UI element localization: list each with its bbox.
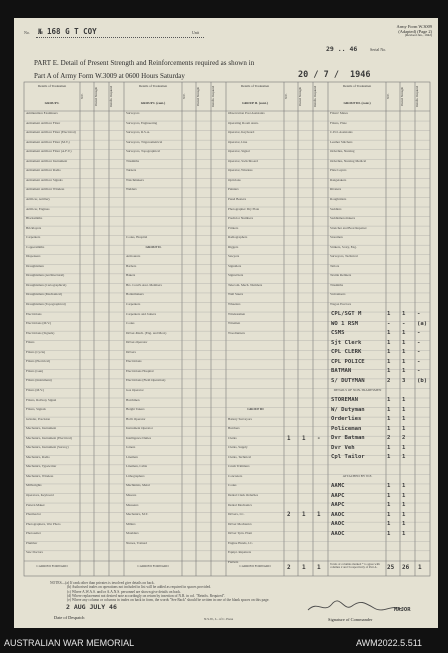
nontradesman-value: 1	[387, 397, 391, 403]
attached-unit-label: AAPC	[331, 502, 345, 509]
subheader-4-3: Reinfts. Required	[415, 85, 419, 108]
trade-row: Wheelers	[228, 303, 241, 306]
trade-row: Drivers, I.C.	[228, 513, 245, 517]
trade-row: Machinists, Metal	[126, 484, 150, 488]
trade-row: Millers	[126, 522, 136, 526]
trade-row: Photographer Dry Plate	[228, 207, 260, 211]
trade-row: Fitters, Signals	[26, 408, 46, 412]
trade-row: Armourers	[126, 255, 141, 259]
trade-row	[126, 227, 181, 236]
note-d: (d) Where replacement not desired note accordingly on return by insertion of N.R. in col. "Reinfts. Required".	[67, 593, 226, 598]
cf4-posted: 26	[402, 564, 410, 571]
handwritten-value: -	[417, 339, 421, 346]
trade-row: Photographers, War Photo	[26, 522, 61, 526]
trade-row: Operator, Line	[228, 140, 248, 144]
trade-row: Wirelessmen	[228, 312, 246, 316]
header-group-3: GROUP II. (cont.)	[242, 101, 268, 105]
handwritten-trade-label: CPL CLERK	[331, 349, 362, 356]
trade-row	[126, 208, 181, 217]
trade-row: Fitters (M.V.)	[26, 388, 44, 392]
trade-row: Painters	[228, 188, 239, 192]
trade-row: Dental Clerk Orderlies	[228, 494, 259, 497]
subheader-1-1: W.E.	[80, 93, 84, 100]
attached-unit-label: AAOC	[331, 530, 345, 537]
trade-row: Armament Artificer Fitter	[26, 121, 61, 125]
trade-row: Artificer, Artillery	[26, 197, 51, 201]
trade-row: Armament Artificer Fitter (Electrical)	[26, 131, 76, 135]
trade-row: GROUP III	[247, 408, 264, 412]
date-of-despatch-label: Date of Despatch	[54, 615, 85, 620]
printer-note: N.S.W., L. of C. Press	[204, 617, 234, 621]
trade-row: Observation Post Assistants	[228, 112, 265, 115]
trade-row: Electricians (Signals)	[26, 331, 55, 335]
trade-row: Riveters	[330, 188, 341, 192]
trade-row: Sawyers	[228, 255, 240, 259]
year-handwritten: 1946	[350, 70, 371, 80]
trade-row: Panel Beaters	[228, 197, 247, 201]
trade-row: Wall Steers	[228, 293, 244, 297]
carried-forward-2: CARRIED FORWARD	[137, 565, 169, 568]
details-nontradesmen-label: DETAILS OF NON-TRADESMEN	[333, 388, 382, 392]
trade-row: Dental Mechanics	[228, 503, 252, 507]
trade-row	[228, 389, 283, 398]
trade-row: Lithographers	[126, 474, 145, 478]
subheader-3-1: W.E.	[284, 93, 288, 100]
trade-row: Driver-Operator	[126, 341, 148, 345]
col3-value: 1	[317, 512, 321, 519]
trade-row	[228, 399, 283, 408]
trade-row	[126, 198, 181, 207]
trade-row: Saw Doctors	[26, 551, 43, 555]
footer-accession: AWM2022.5.511	[356, 638, 423, 648]
trade-row: Textile Refiners	[330, 274, 352, 278]
handwritten-value: 3	[402, 377, 406, 384]
trade-row: Draughtsmen (Architectural)	[26, 274, 65, 278]
trade-row: Grinder, Precision	[26, 417, 51, 421]
trade-row: Clerks	[228, 436, 237, 440]
serial-handwritten: 29 .. 46	[326, 45, 358, 53]
trade-row: GROUP II.	[145, 245, 162, 249]
trade-row: Surveyors, R.S.A.	[126, 131, 150, 135]
handwritten-value: 1	[402, 311, 406, 318]
trade-row: Operator, Switchboard	[228, 159, 258, 163]
trade-row: Mechanics, Wireless	[26, 474, 54, 478]
trade-row: C.P.O. Assistants	[330, 131, 353, 135]
cf3-we: 2	[287, 564, 291, 571]
trade-row	[126, 217, 181, 226]
note-a: NOTES—(a) If rank other than privates is involved give details on back.	[50, 581, 155, 585]
handwritten-value: 1	[402, 349, 406, 356]
form-line-1: Army Form W.3009	[396, 24, 432, 29]
trade-row: Turners	[126, 169, 137, 173]
handwritten-value: 2	[387, 377, 391, 384]
handwritten-value: 1	[402, 339, 406, 346]
nontradesman-value: 1	[402, 416, 406, 423]
nontradesman-value: 1	[387, 425, 391, 432]
trade-row: Carpenters	[126, 303, 141, 306]
col3-value: 1	[302, 435, 306, 442]
attached-value: 1	[402, 530, 406, 537]
attached-value: 1	[402, 502, 406, 509]
trade-row: Gas Operator	[126, 388, 144, 392]
trade-row: Fitters, Railway Signal	[26, 398, 57, 402]
nontradesman-label: Dvr Veh	[331, 444, 355, 451]
trade-row: Driver-Mech. (Eng. and Med.)	[126, 331, 167, 335]
trade-row: Battery Surveyors	[228, 417, 252, 421]
handwritten-trade-label: CSMS	[331, 330, 345, 337]
trade-row: Electricians Hospital	[126, 369, 154, 373]
trade-row: Bricklayers	[26, 226, 42, 230]
form-page	[14, 18, 438, 628]
handwritten-value: -	[387, 320, 391, 327]
trade-row: Opticians	[228, 178, 241, 182]
trade-row: Concreters	[228, 474, 243, 478]
trade-row: Armament Artificer Fitter (A.F.V.)	[26, 150, 72, 154]
trade-row: Armament Artificer Instrument	[26, 159, 68, 163]
trade-row: Engine Hands, I.C.	[228, 541, 254, 545]
attached-value: 1	[387, 482, 391, 489]
trade-row	[228, 351, 283, 360]
handwritten-value: 1	[402, 358, 406, 365]
trade-row: Welders	[126, 188, 137, 192]
nontradesman-value: 1	[402, 454, 406, 461]
trade-row: Plate Layers	[330, 169, 347, 173]
trade-row: Draughtsmen (Mechanical)	[26, 293, 63, 297]
trade-row: Hollr Operator	[126, 417, 146, 421]
trade-row: Saddlers	[330, 207, 342, 211]
subheader-3-3: Reinfts. Required	[313, 85, 317, 108]
nontradesman-value: 1	[387, 416, 391, 423]
trade-row: Orderlies, Nursing Medical	[330, 159, 367, 163]
subheader-4-2: Posted Strength	[400, 87, 404, 106]
trade-row: Operator, Keyboard	[228, 131, 255, 135]
trade-row: Watchmakers	[126, 178, 144, 182]
handwritten-value: 1	[402, 330, 406, 337]
trade-row: Armament Artificer Signals	[26, 178, 63, 182]
trade-row: Mechanics, Instrument	[26, 427, 57, 431]
handwritten-trade-label: CPL/SGT M	[331, 311, 362, 318]
trade-row: Artificer, Engines	[26, 207, 50, 211]
signature-label: Signature of Commander	[328, 617, 373, 622]
trade-row: Printers	[228, 226, 239, 230]
trade-row: Fitters (Electrical)	[26, 360, 51, 364]
trade-row: Pattern Maker	[26, 503, 45, 507]
unit-prefix: No.	[24, 30, 30, 35]
trade-row	[228, 341, 283, 350]
trade-row: Millwrights	[26, 484, 42, 488]
trade-row: Rangetakers	[330, 178, 347, 182]
subheader-1-2: Posted Strength	[94, 87, 98, 106]
trade-row: Mechanics, Typewriter	[26, 465, 57, 469]
attached-unit-label: AAOC	[331, 521, 345, 528]
subheader-2-1: W.E.	[182, 93, 186, 100]
handwritten-value: 1	[387, 349, 391, 356]
trade-row: Surveyors, Engineering	[126, 121, 158, 125]
trade-row: Instrument Operator	[126, 427, 153, 431]
nontradesman-label: Policeman	[331, 425, 362, 432]
trade-row: Carpenters and Joiners	[126, 312, 157, 316]
nontradesman-label: STOREMAN	[331, 397, 358, 403]
trade-row: Height Takers	[126, 408, 145, 412]
cf3-posted: 1	[302, 564, 306, 571]
trade-row: Surveyors, Technical	[330, 255, 358, 259]
header-group-4: GROUP III. (cont.)	[343, 101, 371, 105]
header-group-1: GROUP I.	[44, 101, 60, 105]
note-c: (c) Where A.W.A.S. and/or A.A.N.S. personnel are shown give details on back.	[67, 589, 181, 594]
trade-row: Mechanics, M.T.	[126, 513, 149, 517]
handwritten-value: 1	[387, 368, 391, 375]
trade-row: Cooks	[228, 484, 237, 488]
trade-row: Cooks, Hospital	[126, 236, 148, 240]
handwritten-trade-label: Sjt Clerk	[331, 339, 362, 346]
cf4-we: 25	[387, 564, 395, 571]
attached-value: 1	[402, 521, 406, 528]
trade-row: Farriers	[228, 560, 239, 564]
carried-forward-3: CARRIED FORWARD	[239, 565, 271, 568]
signature-rank: MAJOR	[394, 607, 411, 613]
nontradesman-value: 1	[402, 406, 406, 413]
trade-row: Equipt. Repairers	[228, 551, 252, 555]
trade-row: Radiographers	[228, 236, 248, 240]
attached-value: 1	[402, 492, 406, 499]
handwritten-value: 1	[387, 358, 391, 365]
subheader-2-3: Reinfts. Required	[211, 85, 215, 108]
trade-row: Strikers, Scaty, Eng.	[330, 245, 357, 249]
trade-row: Carpenters	[26, 236, 41, 240]
header-details-1: Details of Tradesmen	[37, 84, 67, 88]
totals-note: Totals of columns marked * to agree with columns 2 and 3 respectively of Part A.	[330, 563, 380, 570]
trade-row: Masseurs	[126, 503, 139, 507]
attached-label: ATTACHED BY W.E.	[342, 474, 373, 478]
trade-row: Butchers	[228, 427, 240, 431]
despatch-date-handwritten: 2 AUG JULY 46	[66, 603, 117, 611]
trade-row: Drivers	[126, 350, 136, 354]
attached-value: 1	[402, 511, 406, 518]
trade-row: Stretcher and Boat Repairer	[330, 226, 367, 230]
trade-row: Surveyors, Topographical	[126, 150, 160, 154]
trade-row: Operators, Keyboard	[26, 494, 54, 497]
trade-row: Roughriders	[330, 197, 347, 201]
nontradesman-value: 2	[402, 435, 406, 442]
trade-row: Moulders	[126, 532, 139, 536]
handwritten-value: -	[417, 349, 421, 356]
trade-row: Operating Room Assts.	[228, 121, 259, 125]
trade-row: Storemen	[330, 236, 343, 240]
trade-row: Crush Trimmers	[228, 465, 250, 469]
trade-row: Armament Artificer Wireless	[26, 188, 65, 192]
title-line-2: Part A of Army Form W.3009 at 0600 Hours Saturday	[34, 72, 185, 80]
attached-unit-label: AAPC	[331, 492, 345, 499]
trade-row: Driver Mechanics	[228, 522, 252, 526]
trade-row: Draughtsmen (Topographical)	[26, 303, 66, 306]
trade-row: Photosetter	[26, 532, 41, 536]
date-handwritten: 20 / 7 /	[298, 70, 339, 80]
form-line-3: (Revised Jan., 1942)	[404, 33, 432, 38]
trade-row: Fitters' Mates	[330, 112, 348, 115]
trade-row: Tinsmiths	[330, 283, 344, 287]
attached-value: 1	[387, 492, 391, 499]
trade-row: Operator, Wireless	[228, 169, 253, 173]
unit-handwritten: № 168 G T COY	[38, 27, 97, 36]
handwritten-trade-label: BATMAN	[331, 368, 352, 375]
museum-footer	[0, 636, 448, 653]
trade-row: Telecom. Mech. Numbers	[228, 283, 263, 287]
nontradesman-label: W/ Dutyman	[331, 406, 365, 413]
attached-value: 1	[387, 502, 391, 509]
nontradesman-value: 1	[387, 406, 391, 413]
footer-institution: AUSTRALIAN WAR MEMORIAL	[4, 638, 135, 648]
trade-row: Cooks	[126, 322, 135, 326]
trade-row: Masons	[126, 494, 137, 497]
attached-value: 1	[387, 511, 391, 518]
trade-row: Driver Tptn. Plant	[228, 532, 253, 536]
nontradesman-value: 1	[402, 397, 406, 403]
nontradesman-value: 1	[387, 444, 391, 451]
trade-row: Nurses, Trained	[126, 541, 147, 545]
trade-row: Fitters	[26, 341, 35, 345]
subheader-2-2: Posted Strength	[196, 87, 200, 106]
attached-value: 1	[387, 530, 391, 537]
trade-row: Fitters, Plate	[330, 121, 347, 125]
title-line-1: PART E. Detail of Present Strength and Reinforcements required as shown in	[34, 59, 255, 67]
nontradesman-label: Cpl Tailor	[331, 454, 365, 461]
trade-row	[228, 370, 283, 379]
trade-row: Blacksmiths	[26, 217, 43, 221]
trade-row: Surveyors	[126, 112, 140, 115]
attached-value: 1	[402, 482, 406, 489]
trade-row: Surveyors, Trigonometrical	[126, 140, 163, 144]
trade-row: Plumber	[26, 541, 38, 545]
trade-row: Electricians (Field Operation)	[126, 379, 166, 383]
trade-row: Electricians	[126, 360, 142, 364]
nontradesman-label: Dvr Batman	[331, 435, 365, 442]
attached-unit-label: AAOC	[331, 511, 345, 518]
handwritten-value: -	[417, 358, 421, 365]
trade-row	[228, 360, 283, 369]
trade-row: Bakers	[126, 274, 136, 278]
trade-row: Signallers	[228, 264, 242, 268]
handwritten-value: 1	[387, 311, 391, 318]
trade-row: Armament Artificer Radio	[26, 169, 61, 173]
trade-row	[228, 379, 283, 388]
handwritten-value: 1	[387, 330, 391, 337]
handwritten-value: 1	[402, 368, 406, 375]
cf4-reinf: 1	[418, 564, 422, 571]
trade-row: Mechanics, Instrument (Electrical)	[26, 436, 72, 440]
subheader-4-1: W.E.	[386, 93, 390, 100]
carried-forward-1: CARRIED FORWARD	[36, 565, 68, 568]
trade-row: Orderlies, Nursing	[330, 150, 355, 154]
note-b: (b) Authorised trades on operations not included in list will be added as required in spaces provided.	[67, 585, 212, 590]
nontradesman-value: 1	[402, 444, 406, 451]
trade-row: Draughtsmen (Cartographical)	[26, 283, 67, 287]
col3-value: 1	[287, 435, 291, 442]
trade-row: Linemen, Cable	[126, 465, 148, 469]
col3-value: 1	[302, 512, 306, 519]
trade-row: Ammunition Examiners	[26, 112, 58, 115]
trade-row: Woodturners	[228, 331, 245, 335]
trade-row: Armament Artificer Fitter (M.V.)	[26, 140, 70, 144]
handwritten-trade-label: S/ DUTYMAN	[331, 377, 365, 384]
trade-row: Pharmacist	[26, 513, 41, 517]
unit-label: Unit	[192, 30, 200, 35]
trade-row: Vulcanisers	[330, 293, 346, 297]
attached-unit-label: AAMC	[331, 482, 345, 489]
trade-row: Intelligence Duties	[126, 436, 151, 440]
trade-row: Linemen	[126, 455, 138, 459]
trade-row: Mechanics, Instrument (Survey)	[26, 446, 69, 450]
trade-row: Clerks, Supply	[228, 446, 248, 450]
handwritten-value: -	[417, 368, 421, 375]
col3-value: -	[317, 435, 321, 442]
trade-row: Operator, Signal	[228, 150, 250, 154]
handwritten-value: (b)	[417, 377, 428, 384]
trade-row: Fitters (Cycle)	[26, 350, 46, 354]
trade-row: Boilermakers	[126, 293, 144, 297]
handwritten-value: 1	[387, 339, 391, 346]
handwritten-value: -	[417, 311, 421, 318]
trade-row: Riggers	[228, 245, 239, 249]
serial-label: Serial No.	[370, 47, 387, 52]
header-group-2: GROUP I. (cont.)	[140, 101, 166, 105]
trade-row: Clerks, Technical	[228, 455, 251, 459]
nontradesman-value: 2	[387, 435, 391, 442]
trade-row: Coppersmiths	[26, 245, 45, 249]
subheader-1-3: Reinfts. Required	[109, 85, 113, 108]
handwritten-value: -	[417, 330, 421, 337]
col3-value: 2	[287, 512, 291, 519]
header-details-3: Details of Tradesmen	[240, 84, 270, 88]
trade-row: Predictor Numbers	[228, 217, 253, 221]
form-line-2: (Adapted) (Page 2)	[398, 29, 432, 35]
trade-row: Dispensers	[26, 255, 41, 259]
trade-row: Electricians (M.V.)	[26, 322, 52, 326]
trade-row: Electricians	[26, 312, 42, 316]
trade-row: Hatchmen	[126, 398, 140, 402]
trade-row: Signwriters	[228, 274, 244, 278]
note-e: (e) Where any column or columns in trades on back in form, the words "See Back" should be written in one of the blank spaces on this page.	[67, 598, 270, 603]
trade-row: Mechanics, Radio	[26, 455, 50, 459]
handwritten-trade-label: CPL POLICE	[331, 358, 365, 365]
subheader-3-2: Posted Strength	[298, 87, 302, 106]
trade-row: Fitters (Gun)	[26, 369, 44, 373]
trade-row: Draughtsmen	[26, 264, 44, 268]
trade-row: Wiremen	[228, 322, 241, 326]
attached-value: 1	[387, 521, 391, 528]
cf3-reinf: 1	[317, 564, 321, 571]
trade-row: Leather Stitchers	[330, 140, 353, 144]
trade-row: Wagon Erectors	[330, 303, 352, 306]
trade-row: Saddlemen makers	[330, 217, 355, 221]
trade-row: Tailors	[330, 264, 340, 268]
trade-row: Joiners	[126, 446, 136, 450]
nontradesman-value: 1	[402, 425, 406, 432]
handwritten-value: -	[402, 320, 406, 327]
trade-row: Barbers	[126, 264, 137, 268]
trade-row: Fitters (Instrument)	[26, 379, 52, 383]
handwritten-value: (a)	[417, 320, 428, 327]
nontradesman-label: Orderlies	[331, 416, 362, 423]
handwritten-trade-label: WO 1 RSM	[331, 320, 358, 327]
header-details-2: Details of Tradesmen	[138, 84, 168, 88]
header-details-4: Details of Tradesmen	[342, 84, 372, 88]
nontradesman-value: 1	[387, 454, 391, 461]
trade-row: Tinsmiths	[126, 159, 140, 163]
trade-row: Brs. Cond's Asst. Members	[126, 283, 162, 287]
